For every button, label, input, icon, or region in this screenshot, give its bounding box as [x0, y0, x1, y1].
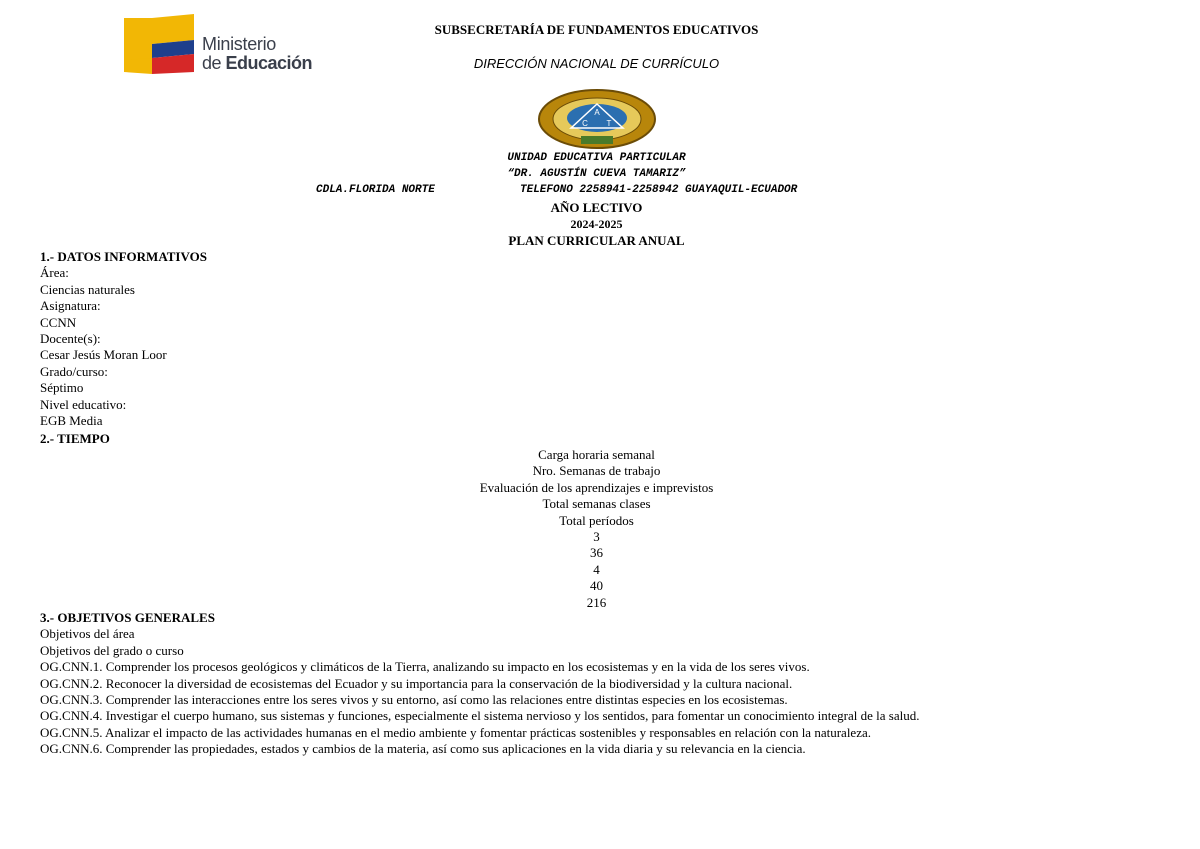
telefono: TELEFONO 2258941-2258942 GUAYAQUIL-ECUADOR [520, 184, 798, 196]
tiempo-value: 3 [593, 529, 600, 545]
area-value: Ciencias naturales [40, 281, 135, 297]
tiempo-label: Nro. Semanas de trabajo [532, 463, 661, 479]
grado-label: Grado/curso: [40, 363, 108, 379]
objetivo-item: OG.CNN.4. Investigar el cuerpo humano, sus sistemas y funciones, especialmente el sistema nervioso y los sentidos, para fomentar un conocimiento integral de la salud. [40, 708, 920, 724]
school-seal [537, 88, 657, 150]
datos-informativos [40, 249, 207, 429]
logo-line-1: Ministerio [202, 34, 277, 54]
area-label: Área: [40, 265, 69, 281]
anio-lectivo-label: AÑO LECTIVO [550, 200, 643, 215]
objetivo-item: OG.CNN.2. Reconocer la diversidad de ecosistemas del Ecuador y su importancia para la conservación de la biodiversidad y la cultura nacional. [40, 675, 793, 691]
tiempo-table [0, 447, 1193, 611]
unidad-line-2: “DR. AGUSTÍN CUEVA TAMARIZ” [507, 168, 686, 180]
tiempo-label: Total períodos [559, 512, 634, 528]
direccion-heading: DIRECCIÓN NACIONAL DE CURRÍCULO [473, 56, 720, 71]
objetivo-item: OG.CNN.5. Analizar el impacto de las actividades humanas en el medio ambiente y fomentar prácticas sostenibles y responsables en relación con la naturaleza. [40, 724, 871, 740]
objetivos-generales [40, 610, 919, 758]
seal-letter-2: C [582, 119, 588, 128]
tiempo-title: 2.- TIEMPO [40, 431, 110, 446]
objetivos-title: 3.- OBJETIVOS GENERALES [40, 610, 215, 625]
address: CDLA.FLORIDA NORTE [316, 184, 435, 196]
tiempo-label: Evaluación de los aprendizajes e imprevistos [479, 479, 714, 495]
datos-title: 1.- DATOS INFORMATIVOS [40, 249, 207, 264]
plan-title: PLAN CURRICULAR ANUAL [508, 233, 685, 248]
tiempo-value: 40 [590, 578, 603, 594]
nivel-value: EGB Media [40, 413, 103, 429]
tiempo-label: Carga horaria semanal [538, 447, 655, 462]
objetivos-area-label: Objetivos del área [40, 626, 135, 642]
logo-line-2: de Educación [202, 53, 313, 73]
tiempo-label: Total semanas clases [542, 496, 651, 512]
anio-lectivo: 2024-2025 [570, 217, 623, 231]
asignatura-value: CCNN [40, 314, 77, 330]
objetivo-item: OG.CNN.6. Comprender las propiedades, estados y cambios de la materia, así como sus aplicaciones en la vida diaria y su relevancia en la ciencia. [40, 741, 806, 757]
tiempo-value: 216 [586, 594, 607, 610]
seal-letter-1: A [594, 108, 600, 117]
objetivos-grado-label: Objetivos del grado o curso [40, 642, 184, 658]
objetivo-item: OG.CNN.3. Comprender las interacciones entre los seres vivos y su entorno, así como las relaciones entre distintas especies en los ecosistemas. [40, 692, 788, 708]
grado-value: Séptimo [40, 380, 84, 396]
asignatura-label: Asignatura: [40, 298, 101, 314]
tiempo-value: 4 [593, 561, 600, 577]
seal-letter-3: T [606, 119, 612, 128]
tiempo-value: 36 [590, 545, 603, 561]
unidad-line-1: UNIDAD EDUCATIVA PARTICULAR [507, 152, 686, 164]
nivel-label: Nivel educativo: [40, 396, 127, 412]
objetivo-item: OG.CNN.1. Comprender los procesos geológicos y climáticos de la Tierra, analizando su impacto en los ecosistemas y en la vida de los seres vivos. [40, 659, 810, 675]
docente-label: Docente(s): [40, 331, 101, 347]
docente-value: Cesar Jesús Moran Loor [40, 347, 167, 363]
subsecretaria-heading: SUBSECRETARÍA DE FUNDAMENTOS EDUCATIVOS [434, 22, 759, 37]
